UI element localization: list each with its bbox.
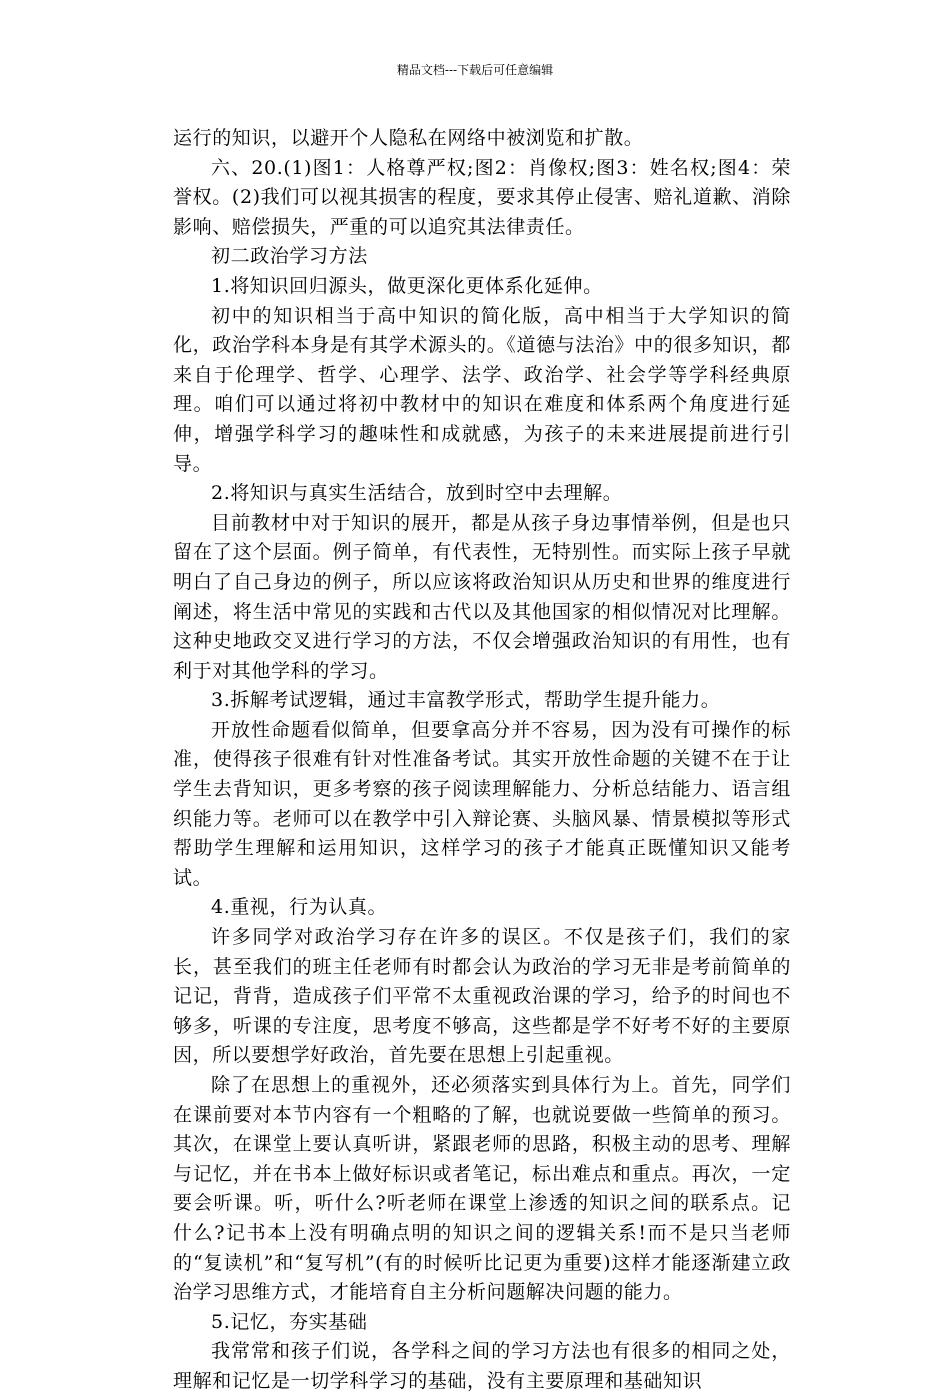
paragraph: 许多同学对政治学习存在许多的误区。不仅是孩子们，我们的家长，甚至我们的班主任老师有时都会认为政治的学习无非是考前简单的记记，背背，造成孩子们平常不太重视政治课的学习，给予的时间也不够多，听课的专注度，思考度不够高，这些都是学不好考不好的主要原因，所以要想学好政治，首先要在思想上引起重视。 <box>173 926 791 1067</box>
heading-item-4: 4.重视，行为认真。 <box>211 896 388 919</box>
paragraph: 六、20.(1)图1：人格尊严权;图2：肖像权;图3：姓名权;图4：荣誉权。(2)我们可以视其损害的程度，要求其停止侵害、赔礼道歉、消除影响、赔偿损失，严重的可以追究其法律责任。 <box>173 156 791 238</box>
paragraph: 目前教材中对于知识的展开，都是从孩子身边事情举例，但是也只留在了这个层面。例子简单，有代表性，无特别性。而实际上孩子早就明白了自己身边的例子，所以应该将政治知识从历史和世界的维度进行阐述，将生活中常见的实践和古代以及其他国家的相似情况对比理解。这种史地政交叉进行学习的方法，不仅会增强政治知识的有用性，也有利于对其他学科的学习。 <box>173 511 791 682</box>
paragraph: 我常常和孩子们说，各学科之间的学习方法也有很多的相同之处，理解和记忆是一切学科学习的基础，没有主要原理和基础知识 <box>173 1340 791 1392</box>
heading-item-1: 1.将知识回归源头，做更深化更体系化延伸。 <box>211 274 603 297</box>
heading-item-2: 2.将知识与真实生活结合，放到时空中去理解。 <box>211 482 623 505</box>
section-title: 初二政治学习方法 <box>211 245 368 268</box>
page-header: 精品文档---下载后可任意编辑 <box>396 63 554 77</box>
paragraph: 运行的知识，以避开个人隐私在网络中被浏览和扩散。 <box>173 127 644 149</box>
paragraph: 开放性命题看似简单，但要拿高分并不容易，因为没有可操作的标准，使得孩子很难有针对性准备考试。其实开放性命题的关键不在于让学生去背知识，更多考察的孩子阅读理解能力、分析总结能力、语言组织能力等。老师可以在教学中引入辩论赛、头脑风暴、情景模拟等形式帮助学生理解和运用知识，这样学习的孩子才能真正既懂知识又能考试。 <box>173 718 791 889</box>
paragraph: 除了在思想上的重视外，还必须落实到具体行为上。首先，同学们在课前要对本节内容有一个粗略的了解，也就说要做一些简单的预习。其次，在课堂上要认真听讲，紧跟老师的思路，积极主动的思考、理解与记忆，并在书本上做好标识或者笔记，标出难点和重点。再次，一定要会听课。听，听什么?听老师在课堂上渗透的知识之间的联系点。记什么?记书本上没有明确点明的知识之间的逻辑关系!而不是只当老师的“复读机”和“复写机”(有的时候听比记更为重要)这样才能逐渐建立政治学习思维方式，才能培育自主分析问题解决问题的能力。 <box>173 1074 791 1304</box>
heading-item-3: 3.拆解考试逻辑，通过丰富教学形式，帮助学生提升能力。 <box>211 689 721 712</box>
heading-item-5: 5.记忆，夯实基础 <box>211 1310 368 1333</box>
document-body <box>173 124 791 1397</box>
paragraph: 初中的知识相当于高中知识的简化版，高中相当于大学知识的简化，政治学科本身是有其学术源头的。《道德与法治》中的很多知识，都来自于伦理学、哲学、心理学、法学、政治学、社会学等学科经典原理。咱们可以通过将初中教材中的知识在难度和体系两个角度进行延伸，增强学科学习的趣味性和成就感，为孩子的未来进展提前进行引导。 <box>173 304 791 475</box>
